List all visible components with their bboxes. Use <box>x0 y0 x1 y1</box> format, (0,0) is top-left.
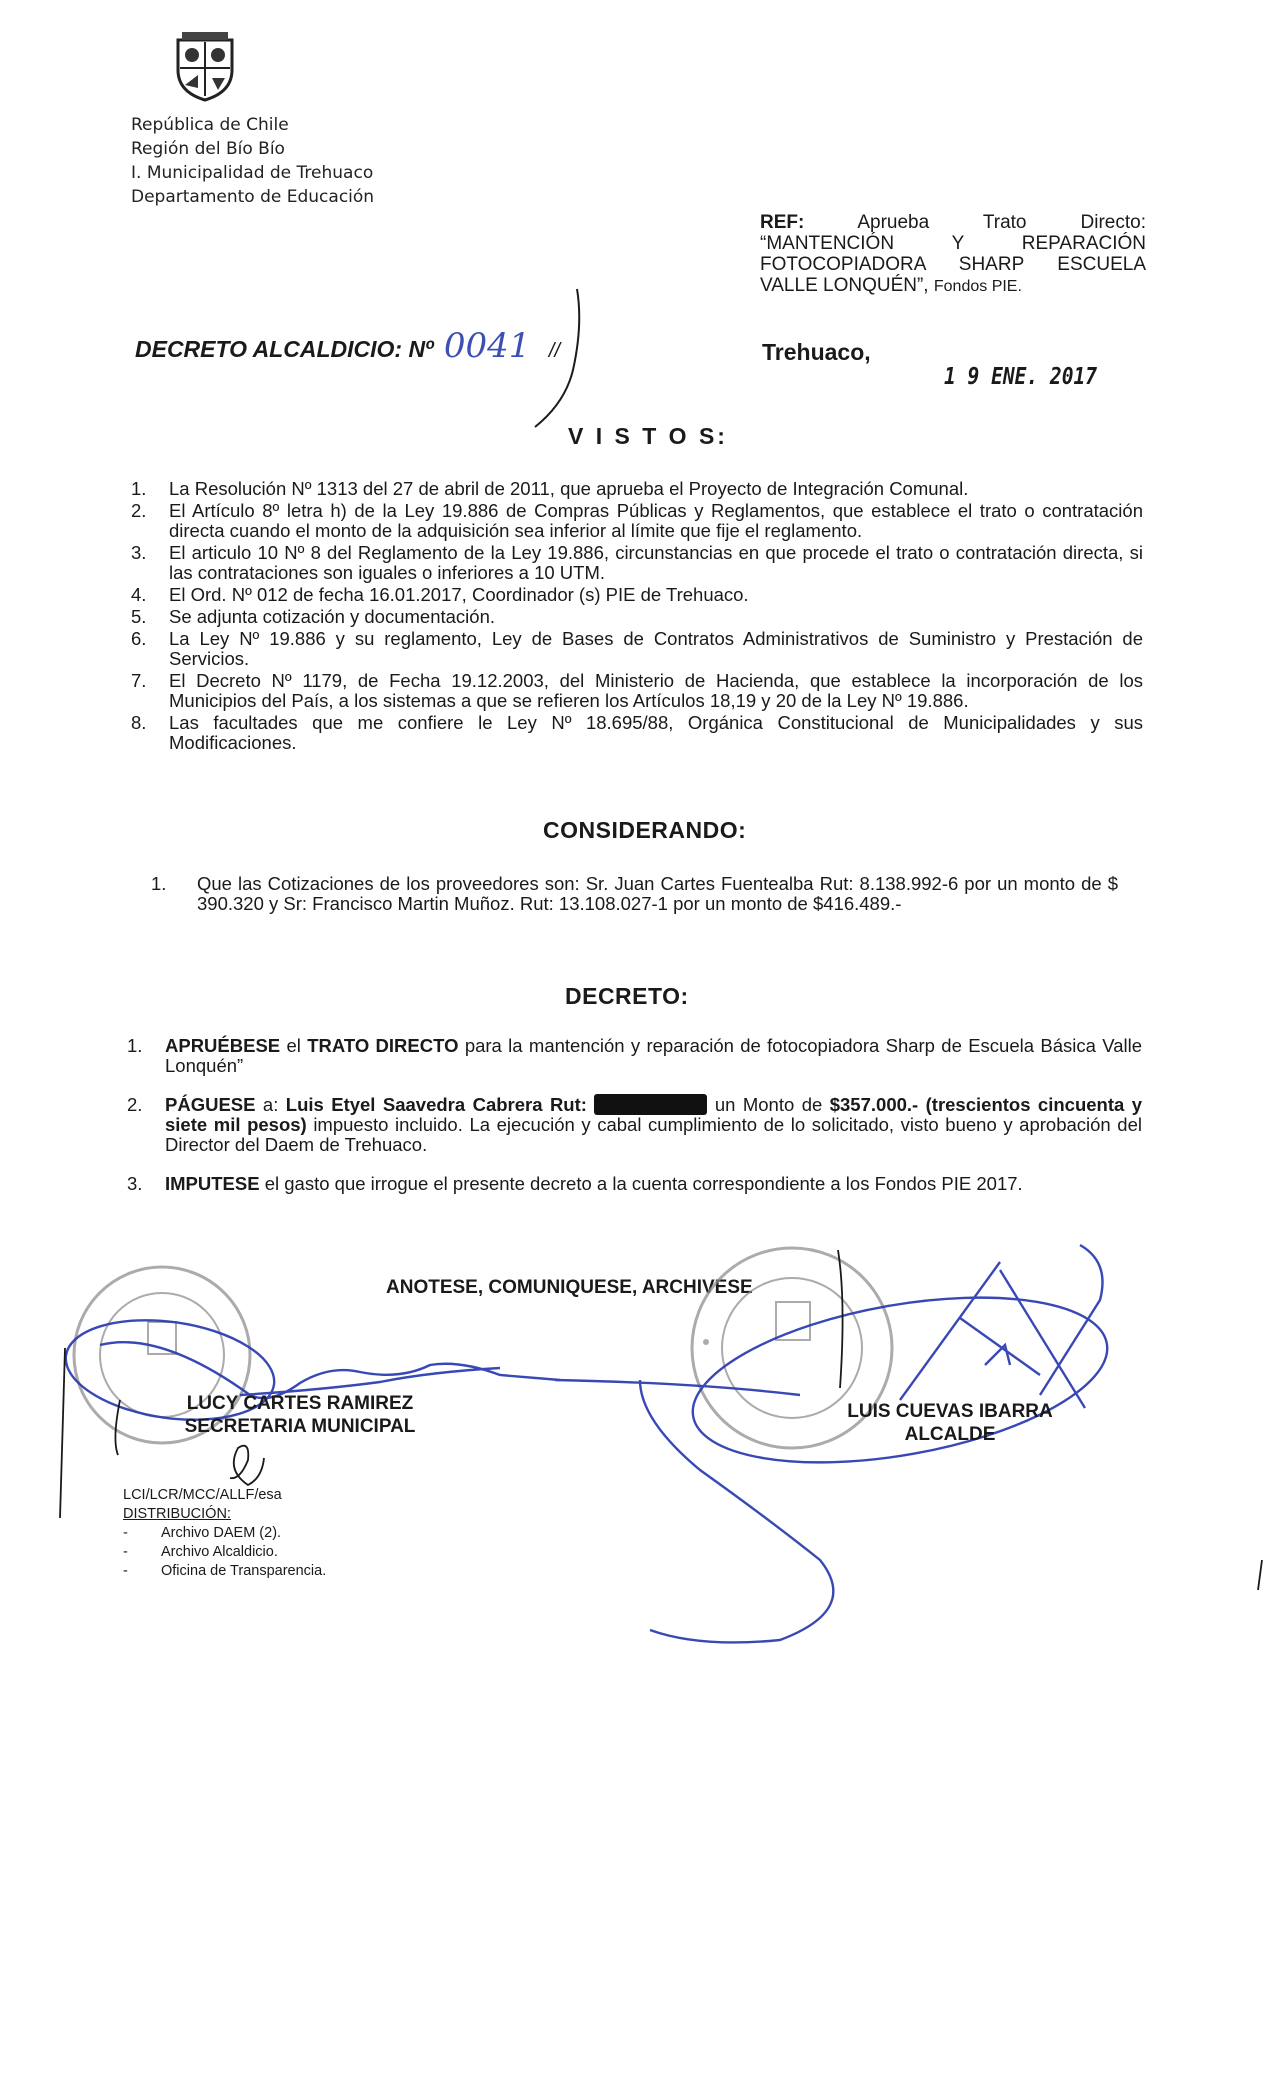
coat-of-arms-logo <box>170 30 240 102</box>
ref-label: REF: <box>760 212 805 233</box>
vistos-list <box>131 479 1143 755</box>
vistos-item: 2. El Artículo 8º letra h) de la Ley 19.886 de Compras Públicas y Reglamentos, que establece el trato o contratación directa cuando el monto de la adquisición sea inferior al límite que fije el reglamento. <box>131 500 1143 541</box>
distribution-initials: LCI/LCR/MCC/ALLF/esa <box>123 1487 282 1503</box>
vistos-item: 1. La Resolución Nº 1313 del 27 de abril de 2011, que aprueba el Proyecto de Integración Comunal. <box>131 478 969 499</box>
ref-line3: FOTOCOPIADORA SHARP ESCUELA <box>760 254 1146 275</box>
considerando-item: 1. Que las Cotizaciones de los proveedores son: Sr. Juan Cartes Fuentealba Rut: 8.138.992-6 por un monto de $ 390.320 y Sr: Francisco Martin Muñoz. Rut: 13.108.027-1 por un monto de $416.489.- <box>151 873 1118 914</box>
distribution-item: - Archivo DAEM (2). <box>123 1525 282 1541</box>
vistos-item: 7. El Decreto Nº 1179, de Fecha 19.12.2003, del Ministerio de Hacienda, que establece la incorporación de los Municipios del País, a los sistemas a que se refieren los Artículos 18,19 y 20 de la Ley Nº 19.886. <box>131 670 1143 711</box>
distribution-item: - Archivo Alcaldicio. <box>123 1544 278 1560</box>
vistos-title: V I S T O S: <box>568 423 728 449</box>
left-signer-name: LUCY CARTES RAMIREZ <box>186 1393 414 1414</box>
decreto-item-impute: 3. IMPUTESE el gasto que irrogue el presente decreto a la cuenta correspondiente a los Fondos PIE 2017. <box>127 1173 1023 1194</box>
place-label: Trehuaco, <box>762 339 871 365</box>
decreto-list <box>127 1036 1142 1213</box>
distribution-block <box>123 1486 326 1581</box>
vistos-item: 6. La Ley Nº 19.886 y su reglamento, Ley de Bases de Contratos Administrativos de Suministro y Prestación de Servicios. <box>131 628 1143 669</box>
vistos-item: 5. Se adjunta cotización y documentación. <box>131 606 496 627</box>
decreto-item-pay: 2. PÁGUESE a: Luis Etyel Saavedra Cabrera Rut: 12.957.938-7 un Monto de $357.000.- (trescientos cincuenta y siete mil pesos) impuesto incluido. La ejecución y cabal cumplimiento de lo solicitado, visto bueno y aprobación del Director del Daem de Trehuaco. <box>127 1094 1143 1155</box>
distribution-item: - Oficina de Transparencia. <box>123 1563 327 1579</box>
decree-handwritten-number: 0041 <box>443 326 531 366</box>
ref-block <box>760 212 1146 297</box>
header-department: Departamento de Educación <box>131 187 375 207</box>
ref-line4: VALLE LONQUÉN”, <box>760 275 929 296</box>
vistos-item: 4. El Ord. Nº 012 de fecha 16.01.2017, Coordinador (s) PIE de Trehuaco. <box>131 584 749 605</box>
left-signature-block <box>140 1392 460 1438</box>
right-signer-title: ALCALDE <box>904 1424 996 1445</box>
ref-line1: Aprueba Trato Directo: <box>857 212 1146 233</box>
date-stamp: 1 9 ENE. 2017 <box>944 364 1098 390</box>
ref-line4-small: Fondos PIE. <box>933 278 1022 295</box>
considerando-list <box>151 874 1118 914</box>
considerando-title: CONSIDERANDO: <box>543 817 747 843</box>
decree-handwritten-slash <box>525 285 585 430</box>
vistos-item: 8. Las facultades que me confiere le Ley Nº 18.695/88, Orgánica Constitucional de Municipalidades y sus Modificaciones. <box>131 712 1143 753</box>
header-block <box>131 113 374 209</box>
ref-line2: “MANTENCIÓN Y REPARACIÓN <box>760 233 1146 254</box>
decree-label: DECRETO ALCALDICIO: Nº <box>135 336 434 362</box>
left-signer-title: SECRETARIA MUNICIPAL <box>184 1416 416 1437</box>
redacted-rut: 12.957.938-7 <box>596 1094 706 1115</box>
right-signature-block <box>820 1400 1080 1446</box>
closing-line: ANOTESE, COMUNIQUESE, ARCHIVESE <box>386 1277 753 1298</box>
blank-bottom-area <box>0 1660 1275 2100</box>
header-municipality: I. Municipalidad de Trehuaco <box>131 163 374 183</box>
header-region: Región del Bío Bío <box>131 139 285 159</box>
distribution-label: DISTRIBUCIÓN: <box>123 1506 231 1522</box>
decree-suffix: // <box>548 340 561 362</box>
decreto-item-approve: 1. APRUÉBESE el TRATO DIRECTO para la mantención y reparación de fotocopiadora Sharp de Escuela Básica Valle Lonquén” <box>127 1035 1142 1076</box>
right-signer-name: LUIS CUEVAS IBARRA <box>847 1401 1053 1422</box>
header-country: República de Chile <box>131 115 289 135</box>
decreto-title: DECRETO: <box>565 983 689 1009</box>
vistos-item: 3. El articulo 10 Nº 8 del Reglamento de la Ley 19.886, circunstancias en que procede el trato o contratación directa, si las contrataciones son iguales o inferiores a 10 UTM. <box>131 542 1143 583</box>
decree-number-line <box>135 326 560 366</box>
